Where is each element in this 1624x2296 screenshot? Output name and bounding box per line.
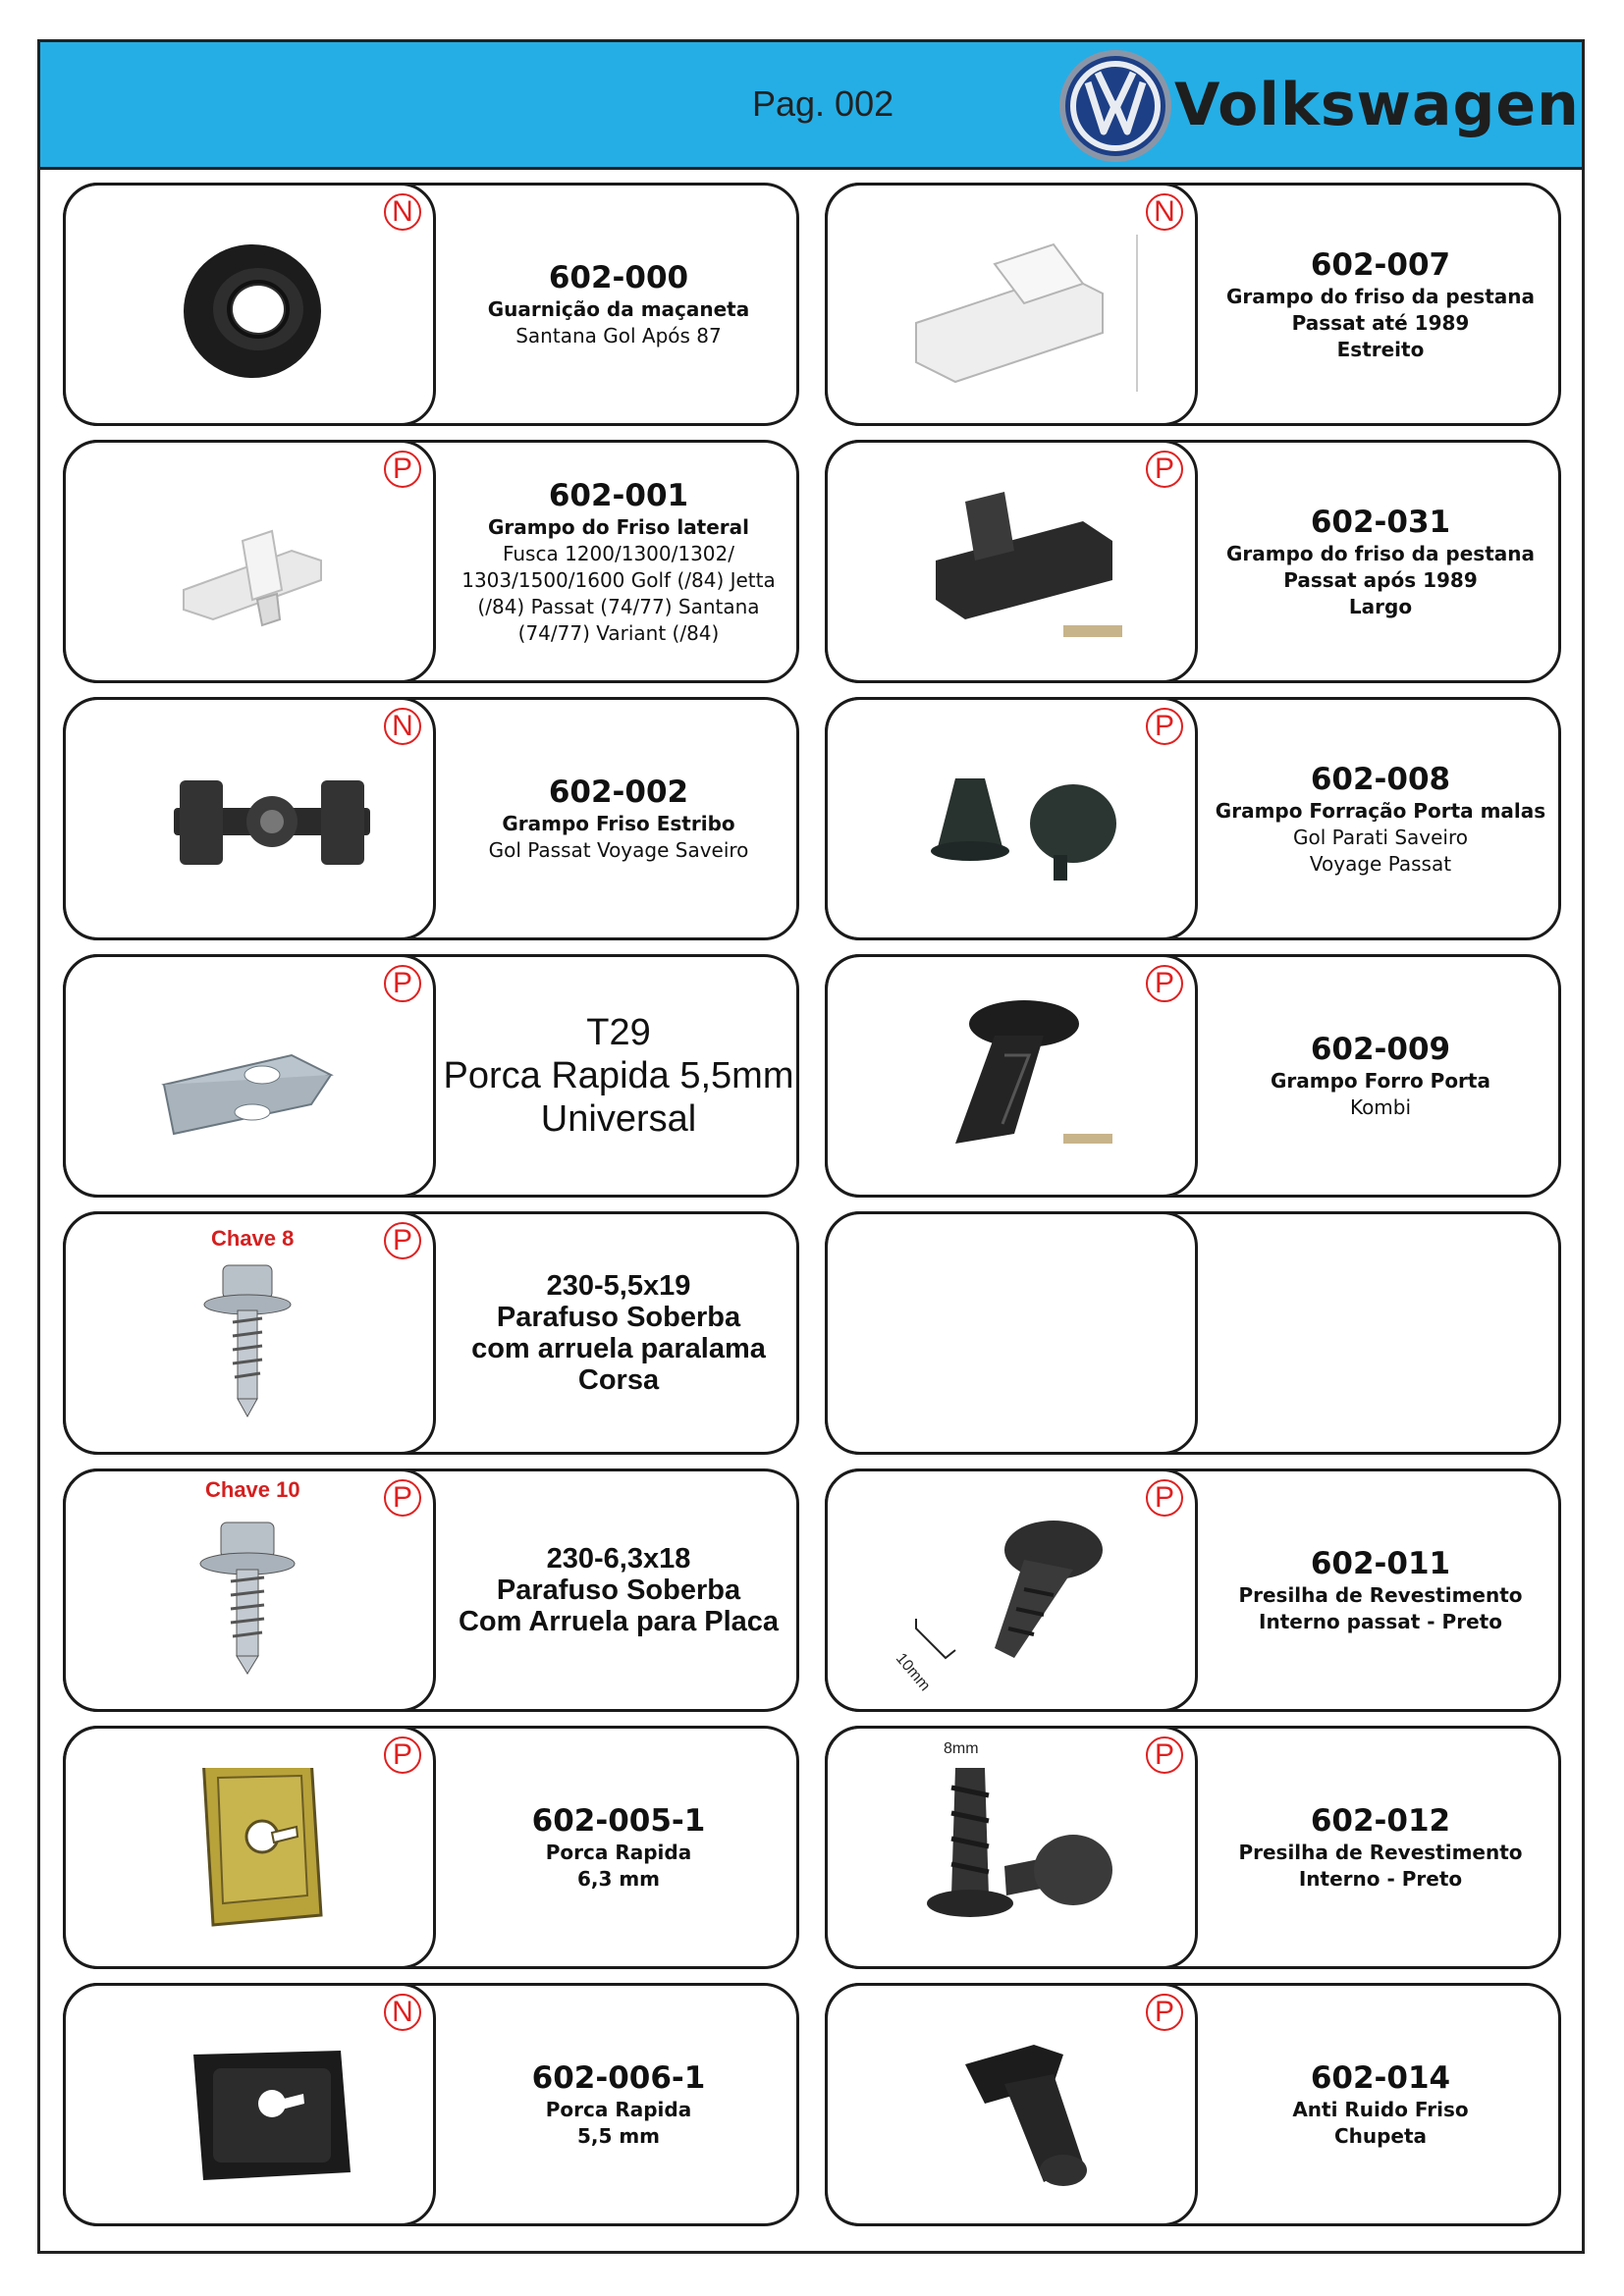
product-name: Grampo Friso Estribo bbox=[502, 812, 735, 835]
product-code: 602-031 bbox=[1310, 504, 1451, 540]
status-badge: P bbox=[1146, 708, 1183, 745]
product-info bbox=[441, 700, 796, 937]
product-info bbox=[441, 443, 796, 680]
product-desc: Gol Parati Saveiro Voyage Passat bbox=[1293, 825, 1468, 876]
product-card-602-002[interactable] bbox=[63, 697, 799, 940]
product-code: 602-000 bbox=[548, 260, 689, 295]
product-code: 602-005-1 bbox=[531, 1803, 706, 1839]
black-clip-part-image bbox=[125, 739, 380, 906]
product-name: Parafuso Soberba bbox=[496, 1302, 741, 1333]
status-badge: P bbox=[384, 1222, 421, 1259]
product-code: 230-6,3x18 bbox=[546, 1543, 691, 1575]
grommet-part-image bbox=[125, 225, 380, 392]
dimension-label: 8mm bbox=[944, 1740, 979, 1757]
product-code: 602-002 bbox=[548, 774, 689, 810]
white-clip-part-image bbox=[887, 225, 1142, 392]
status-badge: N bbox=[384, 1994, 421, 2031]
product-name: Parafuso Soberba bbox=[496, 1575, 741, 1606]
product-desc: Universal bbox=[540, 1098, 697, 1140]
white-clip-part-image bbox=[125, 482, 380, 649]
page-number: Pag. 002 bbox=[752, 83, 894, 124]
vw-logo-icon bbox=[1058, 49, 1172, 163]
product-card-602-011[interactable] bbox=[825, 1468, 1561, 1712]
product-name: Grampo do friso da pestana Passat até 1989 Estreito bbox=[1225, 284, 1536, 361]
status-badge: P bbox=[1146, 1736, 1183, 1774]
product-name: Porca Rapida bbox=[545, 1841, 692, 1864]
product-card-602-014[interactable] bbox=[825, 1983, 1561, 2226]
black-clip-part-image bbox=[887, 482, 1142, 649]
dimension-label: 10mm bbox=[892, 1650, 934, 1695]
product-card-602-001[interactable] bbox=[63, 440, 799, 683]
status-badge: P bbox=[1146, 451, 1183, 488]
status-badge: P bbox=[1146, 1994, 1183, 2031]
product-info bbox=[441, 1214, 796, 1452]
product-info bbox=[441, 1986, 796, 2223]
screw-part-image bbox=[125, 1511, 380, 1678]
product-card-230-6-3x18[interactable] bbox=[63, 1468, 799, 1712]
product-info bbox=[1203, 1729, 1558, 1966]
product-name: Guarnição da maçaneta bbox=[487, 297, 750, 321]
product-name: Presilha de Revestimento Interno - Preto bbox=[1238, 1841, 1523, 1891]
metal-clip-part-image bbox=[125, 996, 380, 1163]
door-panel-pin-part-image bbox=[887, 996, 1142, 1163]
product-info bbox=[1203, 957, 1558, 1195]
product-desc: 5,5 mm bbox=[576, 2124, 661, 2148]
product-code: 602-009 bbox=[1310, 1032, 1451, 1067]
product-name: Grampo Forro Porta bbox=[1271, 1069, 1490, 1093]
product-info bbox=[1203, 1471, 1558, 1709]
product-card-602-005-1[interactable] bbox=[63, 1726, 799, 1969]
trim-clip-pair-part-image bbox=[887, 1768, 1142, 1935]
product-card-230-5-5x19[interactable] bbox=[63, 1211, 799, 1455]
status-badge: N bbox=[384, 708, 421, 745]
product-card-602-031[interactable] bbox=[825, 440, 1561, 683]
wrench-size-label: Chave 8 bbox=[211, 1226, 295, 1251]
product-card-602-006-1[interactable] bbox=[63, 1983, 799, 2226]
product-card-empty bbox=[825, 1211, 1561, 1455]
product-info bbox=[441, 1729, 796, 1966]
product-card-602-009[interactable] bbox=[825, 954, 1561, 1198]
product-info bbox=[1203, 443, 1558, 680]
product-name: Porca Rapida bbox=[545, 2098, 692, 2121]
product-desc: com arruela paralama Corsa bbox=[471, 1333, 766, 1396]
product-desc: Fusca 1200/1300/1302/ 1303/1500/1600 Golf (/84) Jetta (/84) Passat (74/77) Santana (74/77) Variant (/84) bbox=[461, 541, 776, 645]
status-badge: P bbox=[384, 1479, 421, 1517]
status-badge: N bbox=[384, 193, 421, 231]
product-code: T29 bbox=[586, 1012, 651, 1053]
product-name: Grampo do Friso lateral bbox=[487, 514, 750, 539]
product-name: Porca Rapida 5,5mm bbox=[443, 1055, 794, 1096]
screw-part-image bbox=[125, 1254, 380, 1420]
brand-name: Volkswagen bbox=[1174, 71, 1580, 139]
product-code: 602-006-1 bbox=[531, 2060, 706, 2096]
status-badge: P bbox=[384, 1736, 421, 1774]
product-card-602-007[interactable] bbox=[825, 183, 1561, 426]
black-nut-clip-part-image bbox=[125, 2025, 380, 2192]
product-code: 230-5,5x19 bbox=[546, 1270, 691, 1302]
status-badge: P bbox=[1146, 1479, 1183, 1517]
product-desc: Gol Passat Voyage Saveiro bbox=[488, 838, 749, 862]
product-desc: Com Arruela para Placa bbox=[458, 1606, 780, 1637]
status-badge: P bbox=[1146, 965, 1183, 1002]
yellow-nut-clip-part-image bbox=[125, 1768, 380, 1935]
product-name: Anti Ruido Friso Chupeta bbox=[1292, 2098, 1469, 2148]
product-code: 602-012 bbox=[1310, 1803, 1451, 1839]
product-code: 602-001 bbox=[548, 477, 689, 513]
product-name: Grampo Forração Porta malas bbox=[1215, 798, 1546, 823]
product-name: Presilha de Revestimento Interno passat - Preto bbox=[1238, 1583, 1523, 1633]
push-pin-part-image bbox=[887, 739, 1142, 906]
status-badge: P bbox=[384, 965, 421, 1002]
status-badge: N bbox=[1146, 193, 1183, 231]
product-card-602-000[interactable] bbox=[63, 183, 799, 426]
product-card-602-008[interactable] bbox=[825, 697, 1561, 940]
product-info bbox=[1203, 1986, 1558, 2223]
product-info bbox=[441, 1471, 796, 1709]
status-badge: P bbox=[384, 451, 421, 488]
product-name: Grampo do friso da pestana Passat após 1989 Largo bbox=[1225, 541, 1536, 618]
wrench-size-label: Chave 10 bbox=[205, 1477, 300, 1502]
product-code: 602-011 bbox=[1310, 1546, 1451, 1581]
product-card-602-012[interactable] bbox=[825, 1726, 1561, 1969]
product-info bbox=[441, 186, 796, 423]
product-info bbox=[1203, 700, 1558, 937]
product-code: 602-008 bbox=[1310, 761, 1451, 797]
trim-clip-part-image bbox=[887, 1511, 1142, 1678]
product-code: 602-007 bbox=[1310, 246, 1451, 283]
product-desc: Santana Gol Após 87 bbox=[515, 324, 722, 347]
product-info bbox=[1203, 186, 1558, 423]
product-image-frame bbox=[825, 1211, 1198, 1455]
product-info bbox=[441, 957, 796, 1195]
product-desc: Kombi bbox=[1349, 1095, 1412, 1119]
product-code: 602-014 bbox=[1310, 2060, 1451, 2096]
product-card-t29[interactable] bbox=[63, 954, 799, 1198]
product-desc: 6,3 mm bbox=[576, 1867, 661, 1891]
rubber-bumper-part-image bbox=[887, 2025, 1142, 2192]
